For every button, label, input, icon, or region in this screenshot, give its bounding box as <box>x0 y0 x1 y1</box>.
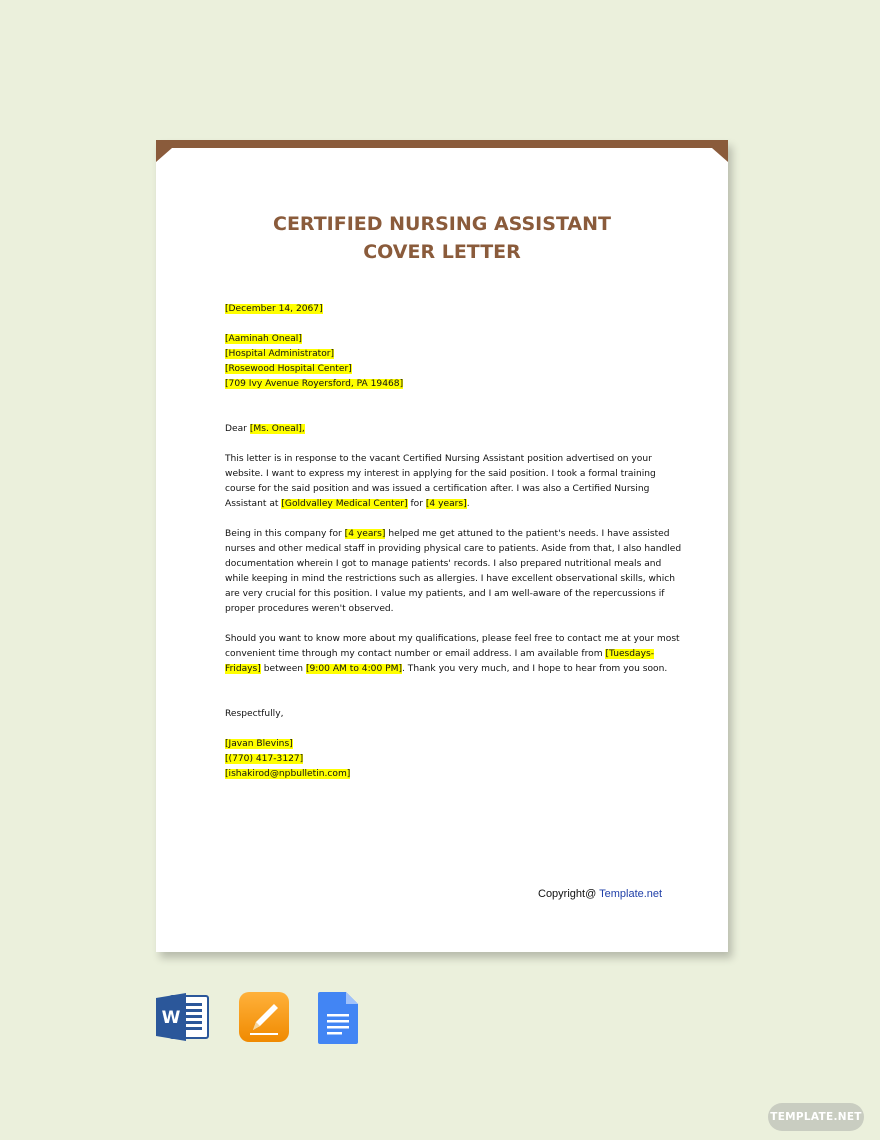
salutation: Dear [Ms. Oneal], <box>225 424 305 434</box>
date-field: [December 14, 2067] <box>225 304 323 314</box>
recipient-address: [709 Ivy Avenue Royersford, PA 19468] <box>225 379 404 389</box>
previous-employer: [Goldvalley Medical Center] <box>281 499 408 509</box>
template-net-watermark: TEMPLATE.NET <box>768 1103 864 1131</box>
sender-phone: [(770) 417-3127] <box>225 754 304 764</box>
microsoft-word-icon[interactable] <box>156 992 210 1042</box>
title-line-1: CERTIFIED NURSING ASSISTANT <box>273 213 611 235</box>
sender-name: [Javan Blevins] <box>225 739 293 749</box>
paragraph-2: Being in this company for [4 years] helped me get attuned to the patient's needs. I have assisted nurses and other medical staff in providing physical care to patients. Aside from that, I also handled documentation wherein I got to manage patients' records. I also prepared nutritional meals and while keeping in mind the restrictions such as allergies. I have excellent observational skills, which are very crucial for this position. I value my patients, and I am well-aware of the repercussions if proper procedures weren't observed. <box>225 529 682 614</box>
recipient-company: [Rosewood Hospital Center] <box>225 364 352 374</box>
document-page <box>156 140 728 952</box>
salutation-name: [Ms. Oneal], <box>249 424 305 434</box>
page-top-band <box>156 140 728 162</box>
recipient-name: [Aaminah Oneal] <box>225 334 302 344</box>
copyright-brand-link[interactable]: Template.net <box>599 888 663 900</box>
copyright-notice: Copyright@ Template.net <box>538 888 663 900</box>
years-employed: [4 years] <box>425 499 467 509</box>
years-employed-2: [4 years] <box>344 529 386 539</box>
paragraph-3: Should you want to know more about my qualifications, please feel free to contact me at your most convenient time through my contact number or email address. I am available from [Tuesdays- Fridays] between [9:00 AM to 4:00 PM]. Thank you very much, and I hope to hear from you soon. <box>225 634 680 674</box>
apple-pages-icon[interactable] <box>239 992 289 1042</box>
availability-days-cont: Fridays] <box>225 664 261 674</box>
google-docs-icon[interactable] <box>318 992 358 1044</box>
closing: Respectfully, <box>225 709 284 719</box>
availability-days: [Tuesdays- <box>605 649 655 659</box>
paragraph-1: This letter is in response to the vacant Certified Nursing Assistant position advertised on your website. I want to express my interest in applying for the said position. I took a formal training course for the said position and was issued a certification after. I was also a Certified Nursing Assistant at [Goldvalley Medical Center] for [4 years]. <box>225 454 656 509</box>
letter-body <box>225 302 682 782</box>
recipient-position: [Hospital Administrator] <box>225 349 335 359</box>
availability-hours: [9:00 AM to 4:00 PM] <box>305 664 402 674</box>
title-line-2: COVER LETTER <box>363 241 521 263</box>
sender-email: [ishakirod@npbulletin.com] <box>225 769 351 779</box>
svg-text:W: W <box>161 1008 181 1028</box>
document-title <box>156 210 728 266</box>
